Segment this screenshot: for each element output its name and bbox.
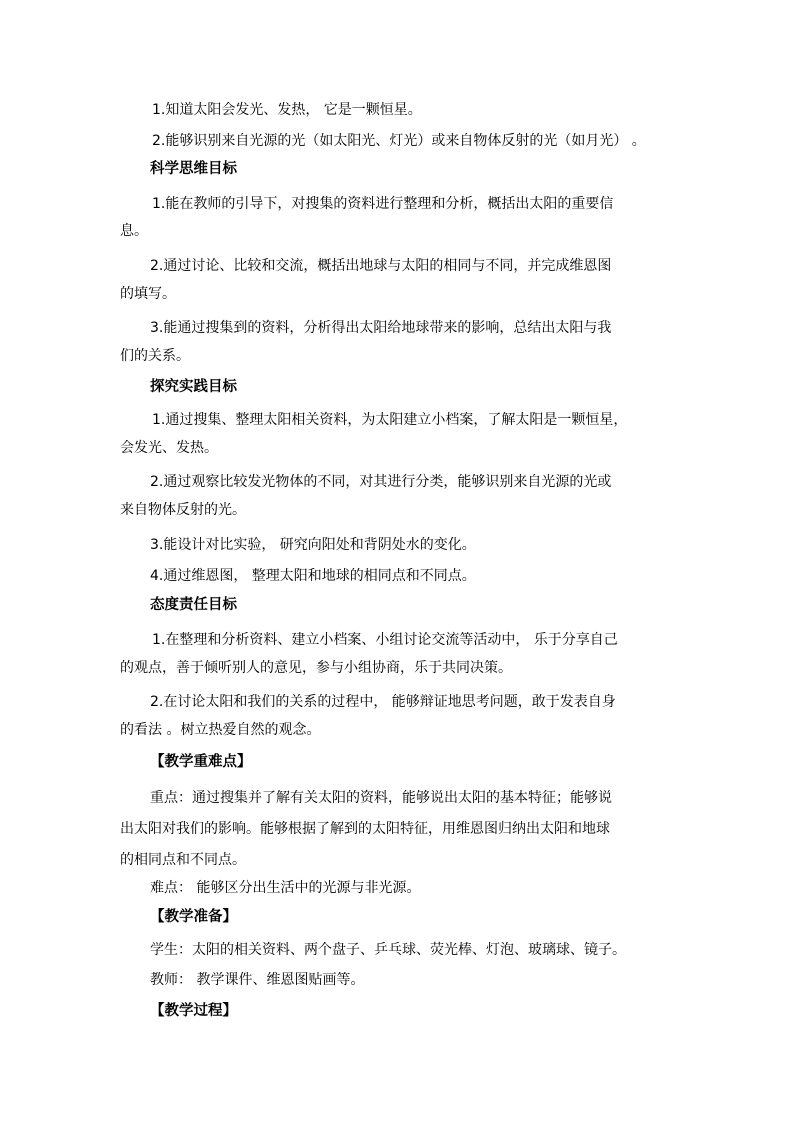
attitude-2-line1: 2.在讨论太阳和我们的关系的过程中， 能够辩证地思考问题，敢于发表自身 [150, 694, 616, 710]
attitude-1-line1: 1.在整理和分析资料、建立小档案、小组讨论交流等活动中， 乐于分享自己 [152, 632, 618, 648]
inquiry-practice-2-line2: 来自物体反射的光。 [120, 502, 246, 518]
student-preparation: 学生：太阳的相关资料、两个盘子、乒乓球、荧光棒、灯泡、玻璃球、镜子。 [150, 942, 626, 958]
inquiry-practice-3: 3.能设计对比实验， 研究向阳处和背阴处水的变化。 [150, 537, 476, 553]
difficulty-point: 难点： 能够区分出生活中的光源与非光源。 [150, 880, 421, 896]
inquiry-practice-4: 4.通过维恩图， 整理太阳和地球的相同点和不同点。 [150, 568, 476, 584]
science-thinking-3-line2: 们的关系。 [120, 348, 190, 364]
inquiry-practice-2-line1: 2.通过观察比较发光物体的不同，对其进行分类，能够识别来自光源的光或 [150, 474, 612, 490]
teacher-preparation: 教师： 教学课件、维恩图贴画等。 [150, 972, 365, 988]
science-thinking-heading: 科学思维目标 [150, 161, 237, 177]
science-thinking-2-line2: 的填写。 [120, 286, 176, 302]
science-thinking-1-line1: 1.能在教师的引导下，对搜集的资料进行整理和分析，概括出太阳的重要信 [152, 196, 614, 212]
inquiry-practice-1-line2: 会发光、发热。 [120, 440, 218, 456]
process-heading: 【教学过程】 [150, 1003, 237, 1019]
attitude-heading: 态度责任目标 [150, 597, 237, 613]
knowledge-goal-2: 2.能够识别来自光源的光（如太阳光、灯光）或来自物体反射的光（如月光） 。 [152, 133, 646, 149]
inquiry-practice-heading: 探究实践目标 [150, 379, 237, 395]
key-point-line3: 的相同点和不同点。 [120, 852, 246, 868]
attitude-1-line2: 的观点，善于倾听别人的意见，参与小组协商，乐于共同决策。 [120, 660, 512, 676]
science-thinking-1-line2: 息。 [120, 223, 148, 239]
inquiry-practice-1-line1: 1.通过搜集、整理太阳相关资料，为太阳建立小档案，了解太阳是一颗恒星， [152, 412, 628, 428]
key-point-line2: 出太阳对我们的影响。能够根据了解到的太阳特征，用维恩图归纳出太阳和地球 [120, 821, 610, 837]
science-thinking-3-line1: 3.能通过搜集到的资料，分析得出太阳给地球带来的影响，总结出太阳与我 [150, 320, 612, 336]
preparation-heading: 【教学准备】 [150, 909, 237, 925]
knowledge-goal-1: 1.知道太阳会发光、发热， 它是一颗恒星。 [152, 102, 422, 118]
key-points-heading: 【教学重难点】 [150, 754, 252, 770]
key-point-line1: 重点：通过搜集并了解有关太阳的资料，能够说出太阳的基本特征；能够说 [150, 790, 612, 806]
attitude-2-line2: 的看法 。树立热爱自然的观念。 [120, 722, 321, 738]
science-thinking-2-line1: 2.通过讨论、比较和交流，概括出地球与太阳的相同与不同，并完成维恩图 [150, 258, 612, 274]
